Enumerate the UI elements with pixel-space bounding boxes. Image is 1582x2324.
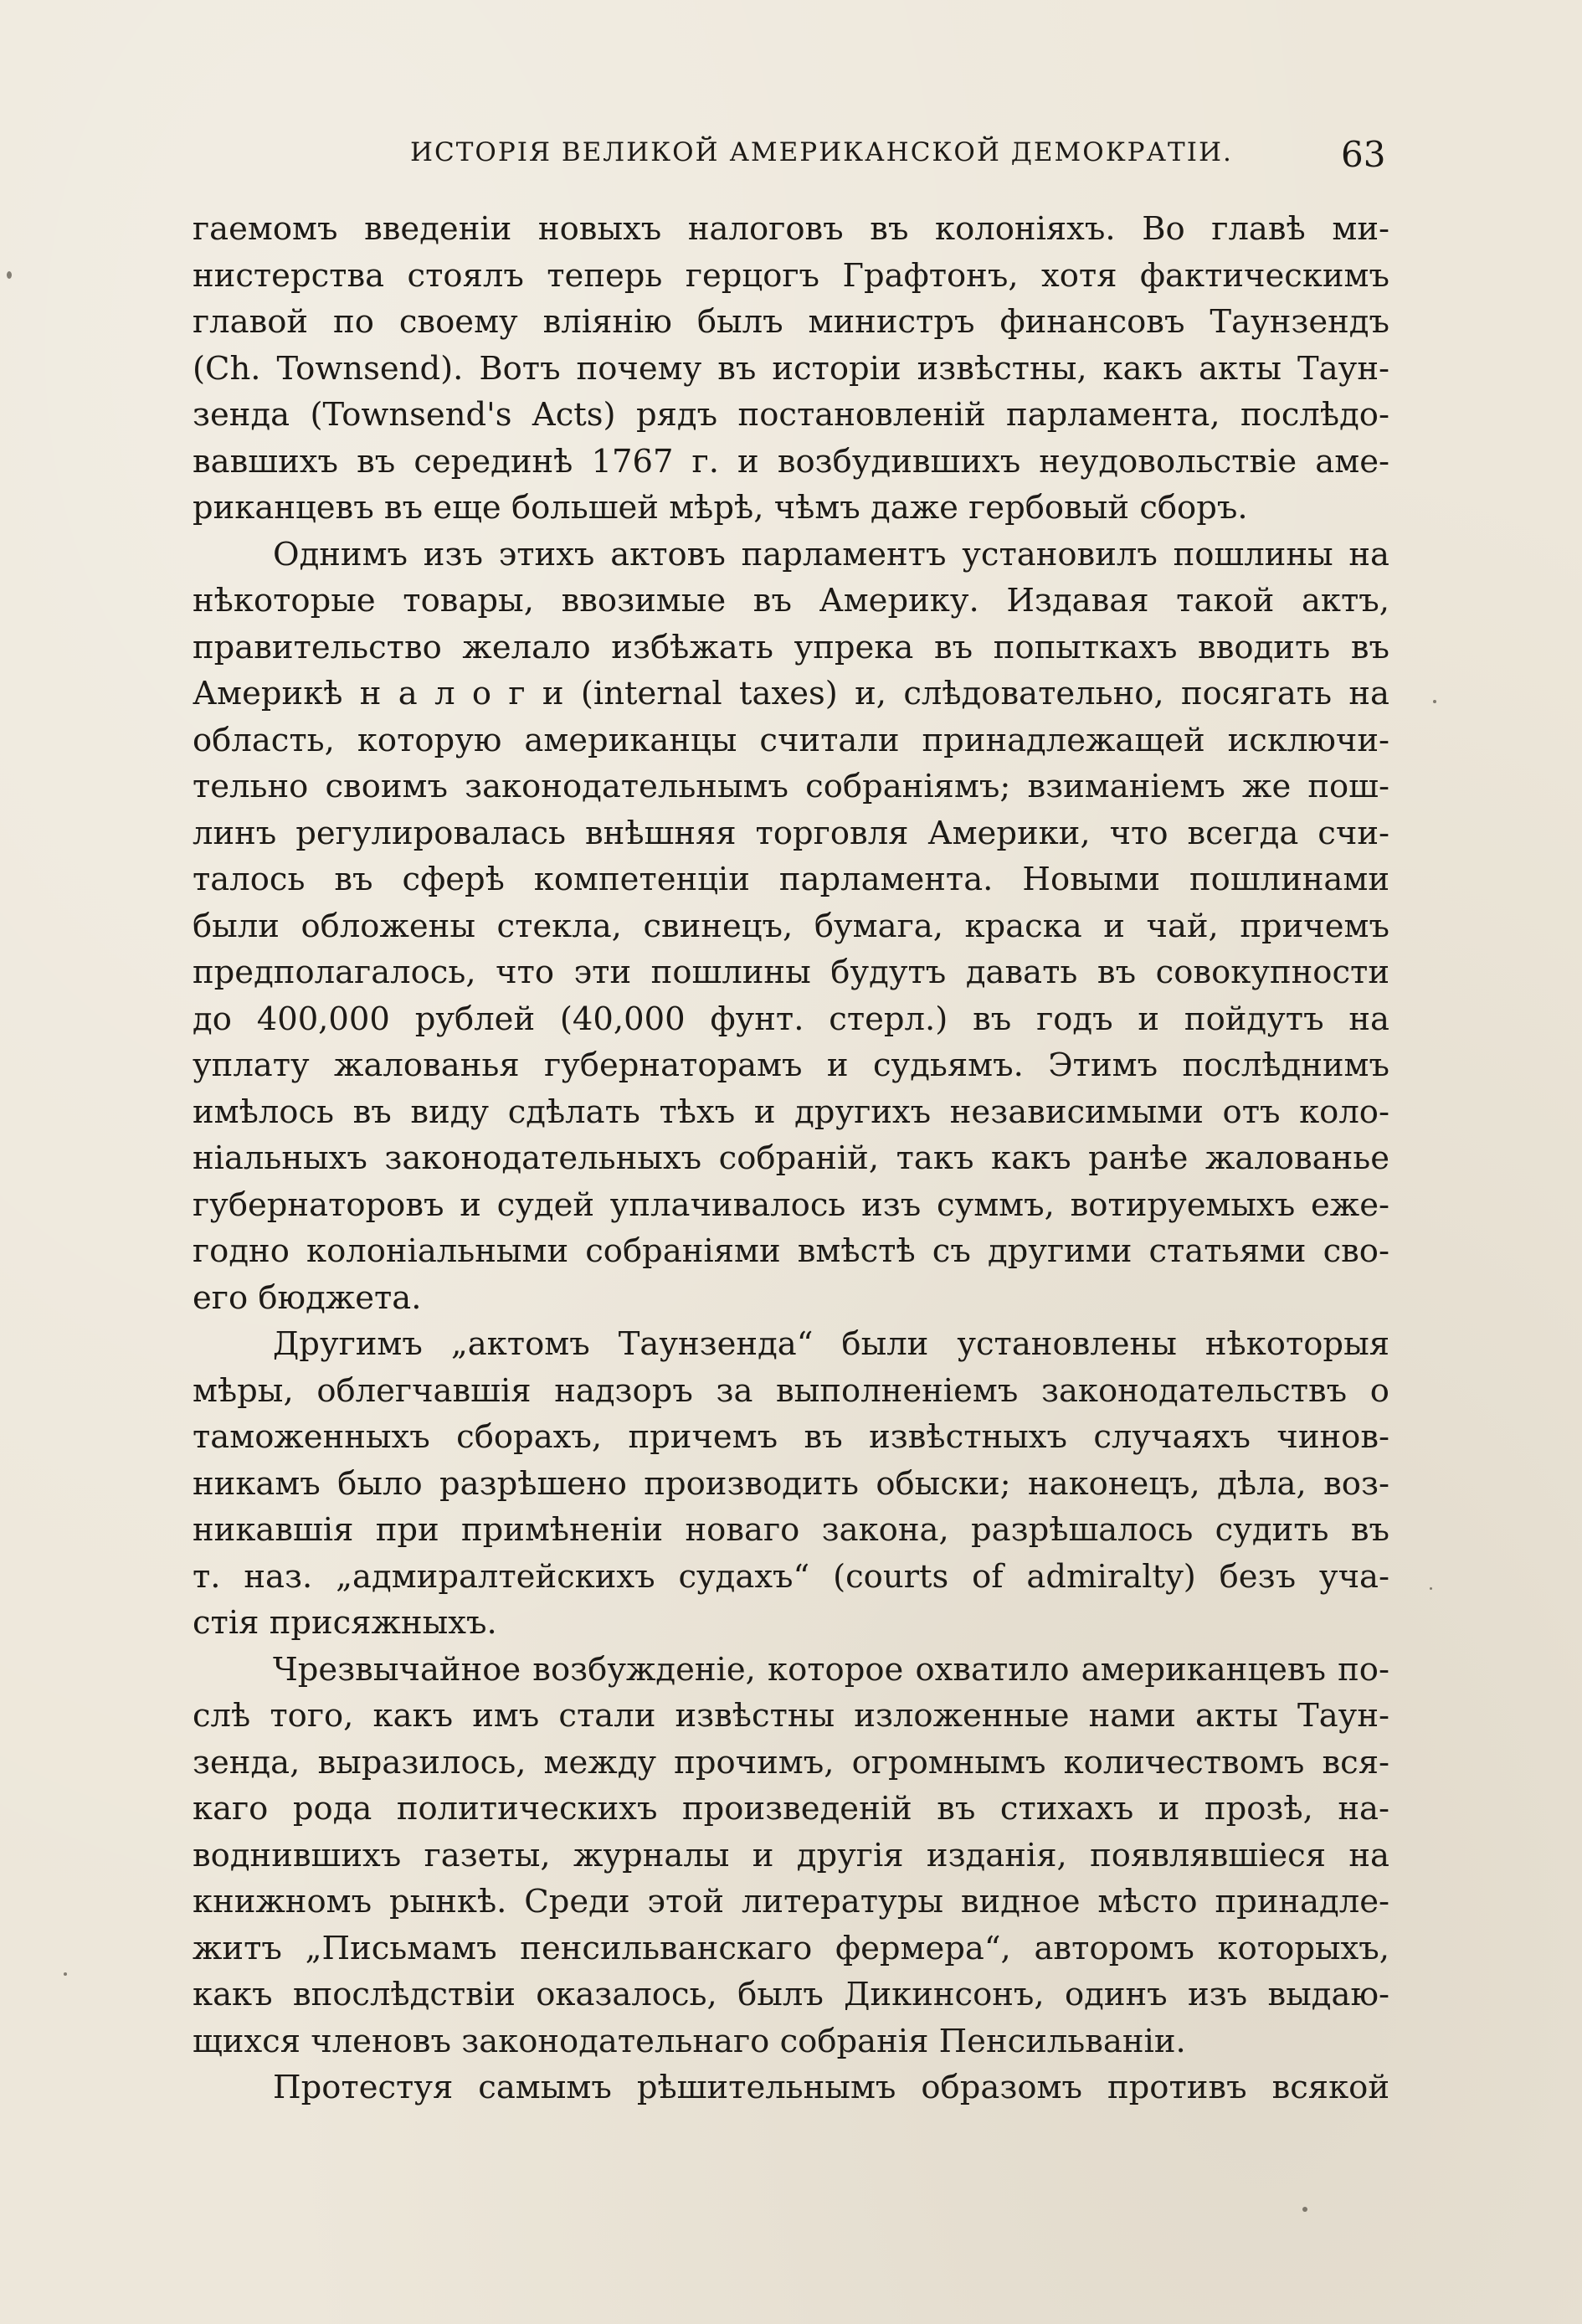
- text-line: область, которую американцы считали принадлежащей исключи-: [193, 721, 1389, 759]
- text-line: до 400,000 рублей (40,000 фунт. стерл.) въ годъ и пойдутъ на: [193, 1000, 1389, 1038]
- text-line: житъ „Письмамъ пенсильванскаго фермера“, авторомъ которыхъ,: [193, 1929, 1389, 1967]
- print-speck: [1302, 2207, 1307, 2212]
- paragraph-first-line: Другимъ „актомъ Таунзенда“ были установлены нѣкоторыя: [273, 1325, 1389, 1363]
- paragraph-first-line: Чрезвычайное возбужденіе, которое охватило американцевъ по-: [273, 1650, 1389, 1689]
- text-line: его бюджета.: [193, 1278, 422, 1317]
- text-line: таможенныхъ сборахъ, причемъ въ извѣстныхъ случаяхъ чинов-: [193, 1418, 1389, 1456]
- paragraph-first-line: Протестуя самымъ рѣшительнымъ образомъ противъ всякой: [273, 2069, 1389, 2106]
- text-line: годно колоніальными собраніями вмѣстѣ съ другими статьями сво-: [193, 1232, 1389, 1270]
- text-line: (Ch. Townsend). Вотъ почему въ исторіи извѣстны, какъ акты Таун-: [193, 349, 1389, 388]
- text-line: т. наз. „адмиралтейскихъ судахъ“ (courts of admiralty) безъ уча-: [193, 1557, 1389, 1596]
- text-line: никавшія при примѣненіи новаго закона, разрѣшалось судить въ: [193, 1511, 1389, 1549]
- text-line: щихся членовъ законодательнаго собранія Пенсильваніи.: [193, 2022, 1186, 2060]
- text-line: каго рода политическихъ произведеній въ стихахъ и прозѣ, на-: [193, 1790, 1389, 1828]
- page-number: 63: [1341, 134, 1386, 175]
- text-line: гаемомъ введеніи новыхъ налоговъ въ колоніяхъ. Во главѣ ми-: [193, 210, 1389, 248]
- text-line: Америкѣ н а л о г и (internal taxes) и, слѣдовательно, посягать на: [193, 675, 1389, 712]
- text-line: вавшихъ въ серединѣ 1767 г. и возбудившихъ неудовольствіе аме-: [193, 442, 1389, 481]
- text-line: уплату жалованья губернаторамъ и судьямъ. Этимъ послѣднимъ: [193, 1046, 1389, 1084]
- text-line: воднившихъ газеты, журналы и другія изданія, появлявшіеся на: [193, 1836, 1389, 1874]
- text-line: стія присяжныхъ.: [193, 1604, 497, 1642]
- text-line: линъ регулировалась внѣшняя торговля Америки, что всегда счи-: [193, 814, 1389, 852]
- print-speck: [1433, 700, 1436, 703]
- body-text: [193, 206, 1389, 2111]
- text-line: имѣлось въ виду сдѣлать тѣхъ и другихъ независимыми отъ коло-: [193, 1093, 1389, 1131]
- print-speck: [64, 1972, 67, 1976]
- text-line: нистерства стоялъ теперь герцогъ Графтонъ, хотя фактическимъ: [193, 256, 1389, 295]
- text-line: зенда, выразилось, между прочимъ, огромнымъ количествомъ вся-: [193, 1743, 1389, 1782]
- text-line: были обложены стекла, свинецъ, бумага, краска и чай, причемъ: [193, 907, 1389, 945]
- text-line: предполагалось, что эти пошлины будутъ давать въ совокупности: [193, 954, 1389, 991]
- text-line: зенда (Townsend's Acts) рядъ постановленій парламента, послѣдо-: [193, 396, 1389, 434]
- text-line: мѣры, облегчавшія надзоръ за выполненіемъ законодательствъ о: [193, 1371, 1389, 1410]
- text-line: какъ впослѣдствіи оказалось, былъ Дикинсонъ, одинъ изъ выдаю-: [193, 1976, 1389, 2013]
- text-line: главой по своему вліянію былъ министръ финансовъ Таунзендъ: [193, 303, 1389, 341]
- text-line: правительство желало избѣжать упрека въ попыткахъ вводить въ: [193, 628, 1389, 666]
- text-line: нѣкоторые товары, ввозимые въ Америку. Издавая такой актъ,: [193, 582, 1389, 620]
- text-line: губернаторовъ и судей уплачивалось изъ суммъ, вотируемыхъ еже-: [193, 1185, 1389, 1224]
- print-speck: [7, 271, 12, 279]
- paragraph-first-line: Однимъ изъ этихъ актовъ парламентъ установилъ пошлины на: [273, 535, 1389, 573]
- text-line: ніальныхъ законодательныхъ собраній, такъ какъ ранѣе жалованье: [193, 1139, 1389, 1177]
- text-line: риканцевъ въ еще большей мѣрѣ, чѣмъ даже гербовый сборъ.: [193, 489, 1248, 527]
- print-speck: [1430, 1587, 1432, 1590]
- running-head: ИСТОРІЯ ВЕЛИКОЙ АМЕРИКАНСКОЙ ДЕМОКРАТІИ.: [410, 137, 1233, 167]
- text-line: талось въ сферѣ компетенціи парламента. Новыми пошлинами: [193, 861, 1389, 898]
- text-line: тельно своимъ законодательнымъ собраніямъ; взиманіемъ же пош-: [193, 768, 1389, 805]
- text-line: книжномъ рынкѣ. Среди этой литературы видное мѣсто принадле-: [193, 1883, 1389, 1920]
- text-line: никамъ было разрѣшено производить обыски; наконецъ, дѣла, воз-: [193, 1464, 1389, 1503]
- text-line: слѣ того, какъ имъ стали извѣстны изложенные нами акты Таун-: [193, 1697, 1389, 1735]
